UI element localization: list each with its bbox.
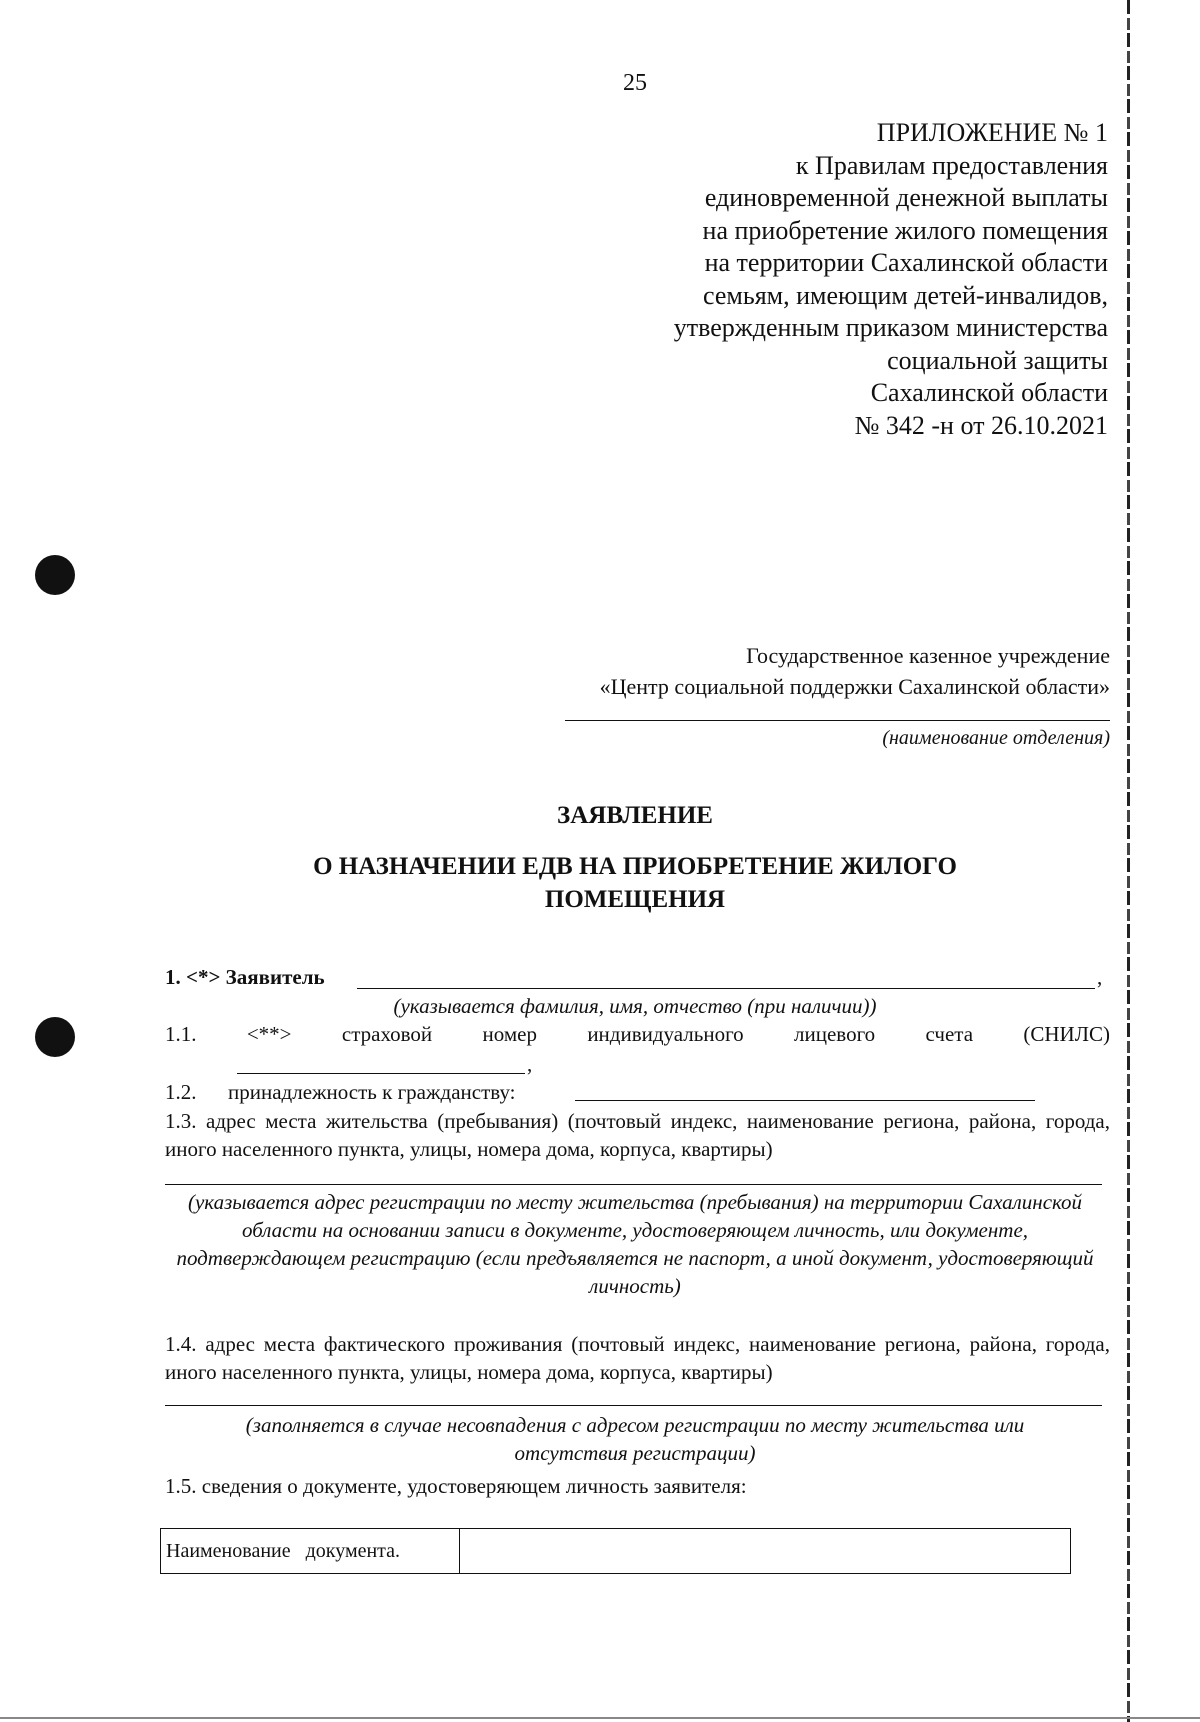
identity-document-label: 1.5. сведения о документе, удостоверяющем личность заявителя: <box>165 1474 747 1498</box>
applicant-label: 1. <*> Заявитель <box>165 965 325 989</box>
residence-address-caption: (указывается адрес регистрации по месту жительства (пребывания) на территории Сахалинской области на основании записи в документе, удостоверяющем личность, или документе, подтверждающем регистрацию (если предъявляется не паспорт, а иной документ, удостоверяющий личность) <box>176 1190 1094 1298</box>
recipient-line-2: «Центр социальной поддержки Сахалинской области» <box>599 674 1110 699</box>
appendix-line: Сахалинской области <box>870 378 1108 407</box>
applicant-name-field[interactable] <box>357 988 1095 989</box>
appendix-line: утвержденным приказом министерства <box>673 313 1108 342</box>
actual-address-field[interactable] <box>165 1405 1102 1406</box>
subtitle-line-2: ПОМЕЩЕНИЯ <box>544 886 726 913</box>
department-field[interactable] <box>565 720 1110 721</box>
appendix-header <box>674 117 1108 442</box>
applicant-caption: (указывается фамилия, имя, отчество (при наличии)) <box>393 994 877 1018</box>
recipient-block <box>600 640 1110 702</box>
document-page: 25 ПРИЛОЖЕНИЕ № 1 к Правилам предоставления единовременной денежной выплаты на приобретение жилого помещения на территории Сахалинской области семьям, имеющим детей-инвалидов, утвержденным приказом министерства социальной защиты Сахалинской области № 342 -н от 26.10.2021 Государственное казенное учреждение «Центр социальной поддержки Сахалинской области» (наименование отделения) ЗАЯВЛЕНИЕ О НАЗНАЧЕНИИ ЕДВ НА ПРИОБРЕТЕНИЕ ЖИЛОГО ПОМЕЩЕНИЯ 1. <*> Заявитель , (указывается фамилия, имя, отчество (при наличии)) 1.1. <**> страховой номер индивидуального лицевого счета (СНИЛС) , 1.2. принадлежность к гражданству: 1.3. адрес места жительства (пребывания) (почтовый индекс, наименование региона, района, города, иного населенного пункта, улицы, номера дома, корпуса, квартиры) (указывается адрес регистрации по месту жительства (пребывания) на территории Сахалинской области на основании записи в документе, удостоверяющем личность, или документе, подтверждающем регистрацию (если предъявляется не паспорт, а иной документ, удостоверяющий личность) 1.4. адрес места фактического проживания (почтовый индекс, наименование региона, района, города, иного населенного пункта, улицы, номера дома, корпуса, квартиры) (заполняется в случае несовпадения с адресом регистрации по месту жительства или отсутствия регистрации) 1.5. сведения о документе, удостоверяющем личность заявителя: Наименование документа. <box>0 0 1200 1722</box>
actual-address-label: 1.4. адрес места фактического проживания (почтовый индекс, наименование региона, района, города, иного населенного пункта, улицы, номера дома, корпуса, квартиры) <box>165 1332 1110 1384</box>
recipient-line-1: Государственное казенное учреждение <box>746 643 1110 668</box>
appendix-line: № 342 -н от 26.10.2021 <box>854 410 1108 440</box>
document-name-value[interactable] <box>460 1529 1071 1574</box>
residence-address-label: 1.3. адрес места жительства (пребывания) (почтовый индекс, наименование региона, района, города, иного населенного пункта, улицы, номера дома, корпуса, квартиры) <box>165 1109 1110 1161</box>
snils-field[interactable] <box>237 1073 525 1074</box>
citizenship-label: 1.2. принадлежность к гражданству: <box>165 1080 516 1104</box>
citizenship-field[interactable] <box>575 1100 1035 1101</box>
page-number: 25 <box>623 70 647 96</box>
appendix-line: единовременной денежной выплаты <box>704 183 1108 212</box>
page-edge-shadow <box>1127 0 1130 1722</box>
page-bottom-edge <box>0 1717 1200 1719</box>
punch-hole-mark <box>35 1017 75 1057</box>
appendix-line: семьям, имеющим детей-инвалидов, <box>702 280 1108 310</box>
department-caption: (наименование отделения) <box>882 727 1110 749</box>
document-subtitle <box>165 850 1105 916</box>
actual-address-caption: (заполняется в случае несовпадения с адресом регистрации по месту жительства или отсутствия регистрации) <box>245 1413 1025 1465</box>
identity-document-table <box>160 1528 1071 1574</box>
appendix-line: социальной защиты <box>887 345 1108 375</box>
punch-hole-mark <box>35 555 75 595</box>
subtitle-line-1: О НАЗНАЧЕНИИ ЕДВ НА ПРИОБРЕТЕНИЕ ЖИЛОГО <box>313 853 957 880</box>
residence-address-field[interactable] <box>165 1184 1102 1185</box>
appendix-line: ПРИЛОЖЕНИЕ № 1 <box>876 118 1108 147</box>
table-row <box>161 1529 1071 1574</box>
appendix-line: на территории Сахалинской области <box>704 248 1108 277</box>
document-name-label: Наименование документа. <box>161 1529 460 1574</box>
snils-label: 1.1. <**> страховой номер индивидуального лицевого счета (СНИЛС) <box>165 1022 1110 1046</box>
document-title: ЗАЯВЛЕНИЕ <box>557 802 713 829</box>
appendix-line: на приобретение жилого помещения <box>702 215 1108 245</box>
appendix-line: к Правилам предоставления <box>795 150 1108 180</box>
